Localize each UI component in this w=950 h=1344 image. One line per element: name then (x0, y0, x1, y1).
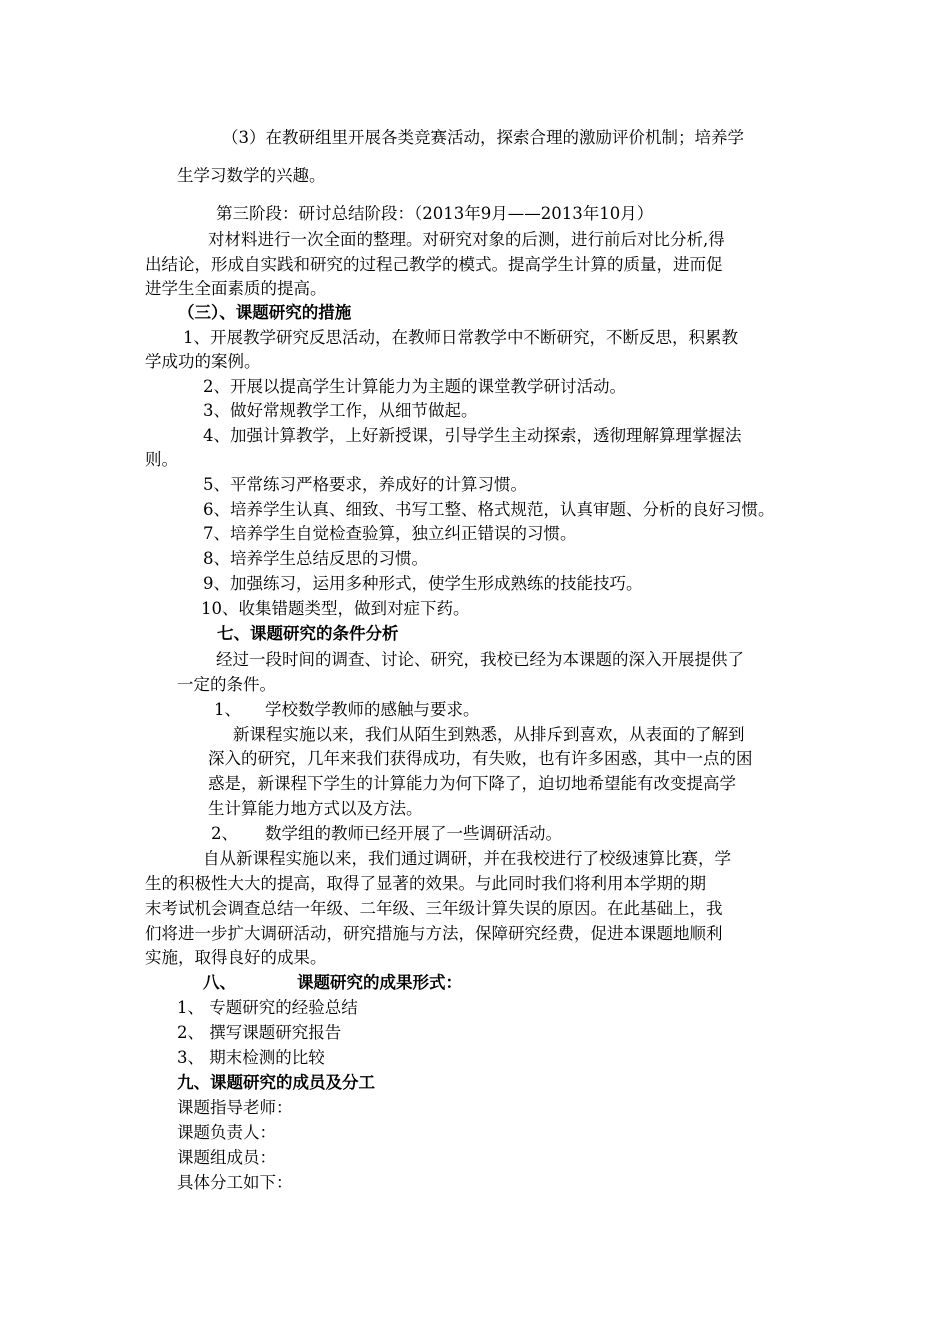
measure-7: 7、培养学生自觉检查验算，独立纠正错误的习惯。 (203, 524, 577, 543)
conditions-intro-line2: 一定的条件。 (177, 675, 276, 694)
condition-2-title: 数学组的教师已经开展了一些调研活动。 (265, 824, 562, 843)
result-2: 2、 撰写课题研究报告 (177, 1023, 342, 1042)
measure-3: 3、做好常规教学工作，从细节做起。 (203, 401, 478, 420)
condition-1-line3: 惑是，新课程下学生的计算能力为何下降了，迫切地希望能有改变提高学 (208, 774, 736, 793)
member-list: 课题组成员： (177, 1148, 276, 1167)
stage3-line1: 对材料进行一次全面的整理。对研究对象的后测，进行前后对比分析,得 (208, 230, 725, 249)
condition-1-line1: 新课程实施以来，我们从陌生到熟悉，从排斥到喜欢，从表面的了解到 (233, 725, 745, 744)
condition-1-title: 学校数学教师的感触与要求。 (265, 700, 480, 719)
measure-8: 8、培养学生总结反思的习惯。 (203, 549, 428, 568)
measure-4-line1: 4、加强计算教学，上好新授课，引导学生主动探索，透彻理解算理掌握法 (203, 426, 742, 445)
measure-6: 6、培养学生认真、细致、书写工整、格式规范，认真审题、分析的良好习惯。 (203, 500, 775, 519)
section9-heading: 九、课题研究的成员及分工 (177, 1073, 375, 1092)
measure-2: 2、开展以提高学生计算能力为主题的课堂教学研讨活动。 (203, 377, 626, 396)
condition-1-number: 1、 (214, 700, 241, 719)
measure-5: 5、平常练习严格要求，养成好的计算习惯。 (203, 475, 527, 494)
condition-2-line3: 末考试机会调查总结一年级、二年级、三年级计算失误的原因。在此基础上，我 (145, 899, 723, 918)
stage3-title: 第三阶段：研讨总结阶段：（2013年9月——2013年10月） (216, 204, 654, 223)
measure-10: 10、收集错题类型，做到对症下药。 (201, 599, 470, 618)
condition-2-number: 2、 (211, 824, 238, 843)
result-3: 3、 期末检测的比较 (177, 1048, 325, 1067)
section7-heading: 七、课题研究的条件分析 (217, 624, 399, 643)
measure-1-line1: 1、开展教学研究反思活动，在教师日常教学中不断研究，不断反思，积累教 (183, 328, 738, 347)
condition-2-line1: 自从新课程实施以来，我们通过调研，并在我校进行了校级速算比赛，学 (203, 849, 731, 868)
member-lead: 课题负责人： (177, 1123, 276, 1142)
measure-4-line2: 则。 (145, 450, 178, 469)
section8-heading: 课题研究的成果形式： (297, 973, 462, 992)
section8-number: 八、 (203, 973, 236, 992)
result-1: 1、 专题研究的经验总结 (177, 998, 358, 1017)
condition-2-line2: 生的积极性大大的提高，取得了显著的效果。与此同时我们将利用本学期的期 (145, 874, 706, 893)
condition-1-line4: 生计算能力地方式以及方法。 (208, 799, 423, 818)
condition-1-line2: 深入的研究，几年来我们获得成功，有失败，也有许多困惑，其中一点的困 (208, 749, 753, 768)
measure-9: 9、加强练习，运用多种形式，使学生形成熟练的技能技巧。 (203, 574, 643, 593)
condition-2-line4: 们将进一步扩大调研活动，研究措施与方法，保障研究经费，促进本课题地顺利 (145, 924, 723, 943)
condition-2-line5: 实施，取得良好的成果。 (145, 948, 327, 967)
member-division: 具体分工如下： (177, 1173, 293, 1192)
stage3-line3: 进学生全面素质的提高。 (145, 279, 327, 298)
section3-heading: （三）、课题研究的措施 (178, 303, 352, 322)
stage3-line2: 出结论，形成自实践和研究的过程己教学的模式。提高学生计算的质量，进而促 (145, 255, 723, 274)
member-advisor: 课题指导老师： (177, 1098, 293, 1117)
conditions-intro-line1: 经过一段时间的调查、讨论、研究，我校已经为本课题的深入开展提供了 (216, 650, 744, 669)
measure-1-line2: 学成功的案例。 (145, 352, 261, 371)
item3-line1: （3）在教研组里开展各类竞赛活动，探索合理的激励评价机制；培养学 (222, 128, 744, 147)
item3-line2: 生学习数学的兴趣。 (177, 166, 326, 185)
